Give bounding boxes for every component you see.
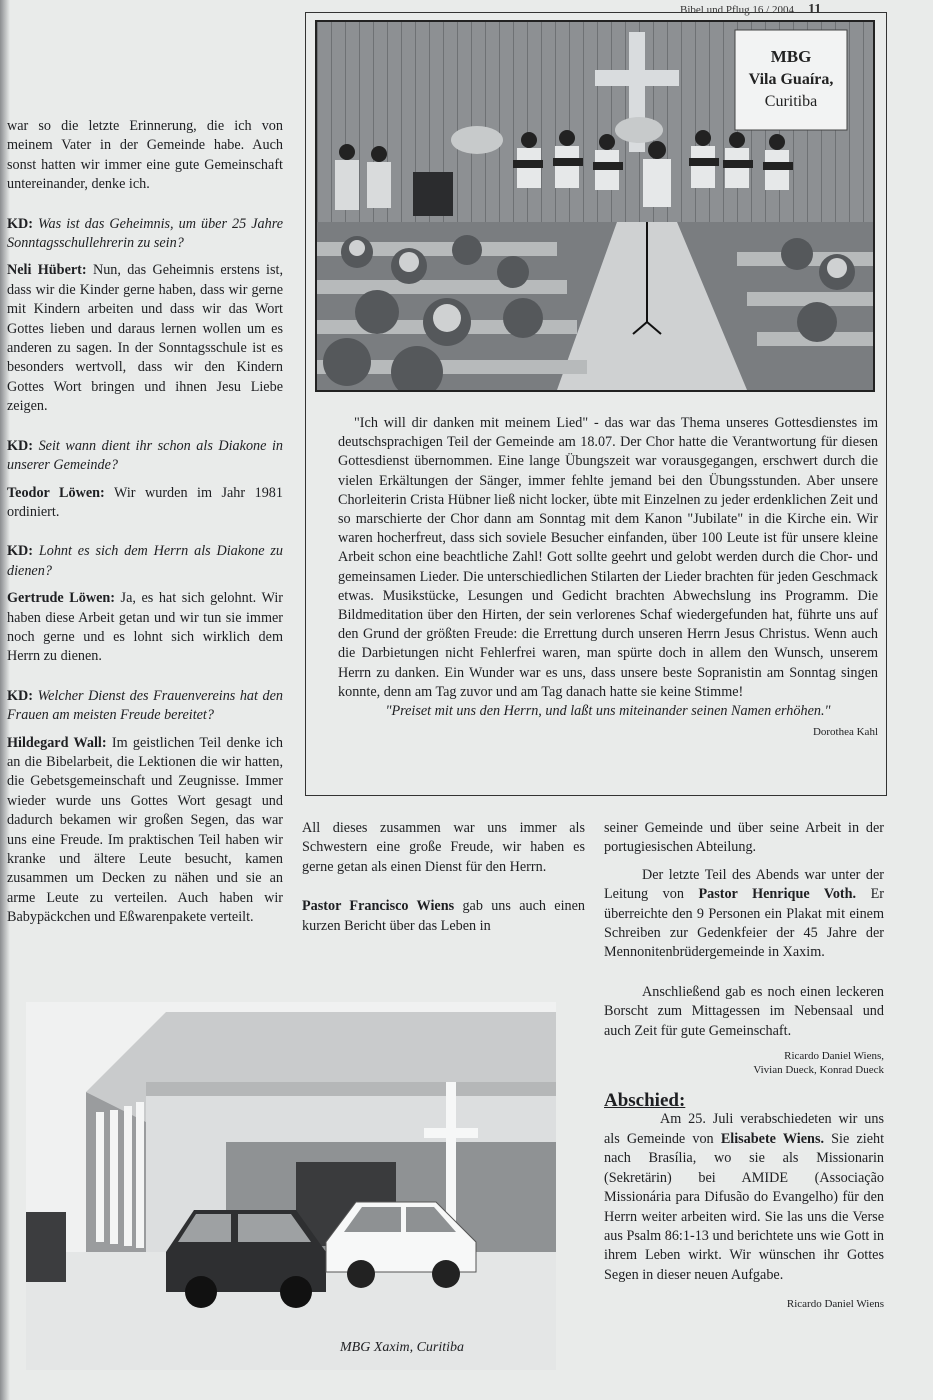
- choir-photo: [315, 20, 875, 392]
- question-4: KD: Welcher Dienst des Frauenvereins hat den Frauen am meisten Freude bereitet?: [7, 687, 283, 724]
- sign-line-2: Vila Guaíra,: [748, 71, 834, 88]
- middle-column: [302, 819, 585, 944]
- abschied-paragraph: Am 25. Juli verabschiedeten wir uns als Gemeinde von Elisabete Wiens. Sie zieht nach Brasília, wo sie als Missionarin (Sekretärin) bei AMIDE (Associação Missionária para Difusão do Evangelho) für den Herrn weiter arbeiten wird. Sie las uns die Verse aus Psalm 86:1-13 und berichtete uns wie Gott in ihrem Leben wirkt. Wir wünschen ihr Gottes Segen in dieser neuen Aufgabe.: [604, 1111, 885, 1283]
- choir-photo-illustration: [317, 22, 873, 390]
- page-number: 11: [807, 2, 822, 17]
- abschied-heading: Abschied:: [604, 1090, 686, 1112]
- article-quote: "Preiset mit uns den Herrn, und laßt uns miteinander seinen Namen erhöhen.": [385, 703, 831, 720]
- middle-paragraph-2: Pastor Francisco Wiens gab uns auch einen kurzen Bericht über das Leben in: [302, 898, 585, 934]
- right-paragraph-1: seiner Gemeinde und über seine Arbeit in der portugiesischen Abteilung.: [604, 820, 884, 856]
- abschied-signature: Ricardo Daniel Wiens: [786, 1298, 884, 1311]
- sign-line-3: Curitiba: [764, 93, 818, 110]
- left-column: [7, 117, 283, 936]
- right-paragraph-2: Der letzte Teil des Abends war unter der Leitung von Pastor Henrique Voth. Er überreichte den 9 Personen ein Plakat mit einem Schreiben zur Gedenkfeier der 45 Jahre der Mennonitenbrüdergemeinde in Xaxim.: [604, 866, 884, 961]
- middle-paragraph-1: All dieses zusammen war uns immer als Schwestern eine große Freude, wir haben es gerne getan als einen Dienst für den Herrn.: [302, 820, 585, 875]
- question-2: KD: Seit wann dient ihr schon als Diakone in unserer Gemeinde?: [7, 437, 284, 474]
- article-body: "Ich will dir danken mit meinem Lied" - das war das Thema unseres Gottesdienstes im deutschsprachigen Teil der Gemeinde am 18.07. Der Chor hatte die Verantwortung für diesen Gottesdienst übernommen. Eine lange Übungszeit war vorausgegangen, erschwert durch die vielen Erkältungen der Sänger, immer fehlte jemand bei den Übungsstunden. Aber unsere Chorleiterin Crista Hübner ließ nicht locker, übte mit Einzelnen zu jeder erdenklichen Zeit und so marschierte der Chor dann am Sonntag mit dem Kanon "Jubilate" in die Kirche ein. Wir waren hocherfreut, dass sich soviele Besucher einfanden, über 100 Leute ist für unsere kleine Arbeit schon eine beachtliche Zahl! Gott sollte geehrt und gelobt werden durch die Chor- und gemeinsamen Lieder. Die unterschiedlichen Stilarten der Lieder brachten für jeden Geschmack etwas. Musikstücke, Lesungen und Gedicht brachten Abwechslung ins Programm. Die Bildmeditation über den Hirten, der sein verlorenes Schaf wiedergefunden hat, führte uns auf den Grund der größten Freude: die Errettung durch unseren Herrn Jesus Christus. Wenn auch die Darbietungen nicht Fehlerfrei waren, man spürte doch in allem den Wunsch, unserem Herrn zu danken. Ein Wunder war es uns, dass unsere beste Sopranistin am Sonntag singen konnte, denn am Tag zuvor und am Tag danach hatte sie keine Stimme!: [338, 415, 878, 700]
- church-building-illustration: [26, 1002, 556, 1370]
- article-box-text: [338, 414, 878, 742]
- sign-line-1: MBG: [770, 47, 812, 66]
- intro-paragraph: war so die letzte Erinnerung, die ich von meinem Vater in der Gemeinde habe. Auch sonst hatten wir immer eine gute Gemeinschaft untereinander, denke ich.: [7, 118, 283, 193]
- article-author: Dorothea Kahl: [812, 726, 878, 739]
- church-building-photo: [26, 1002, 556, 1370]
- answer-3: Gertrude Löwen: Ja, es hat sich gelohnt. Wir haben diese Arbeit getan und wir tun sie immer noch gerne und es lohnt sich wirklich dem Herrn zu dienen.: [7, 590, 283, 665]
- answer-1: Neli Hübert: Nun, das Geheimnis erstens ist, dass wir die Kinder gerne haben, dass wir gerne mit Kindern arbeiten und dass wir das Wort Gottes lieben und daraus lernen wollen um es anderen zu sagen. In der Sonntagsschule ist es besonders wertvoll, dass wir den Kindern Gottes Wort bringen und ihnen Jesu Liebe zeigen.: [7, 262, 283, 415]
- journal-title: Bibel und Pflug 16 / 2004: [680, 4, 794, 16]
- right-paragraph-3: Anschließend gab es noch einen leckeren Borscht zum Mittagessen im Nebensaal und auch Zeit für gute Gemeinschaft.: [604, 983, 884, 1039]
- answer-4: Hildegard Wall: Im geistlichen Teil denke ich an die Bibelarbeit, die Lektionen die wir hatten, die Gebetsgemeinschaft und Zeugnisse. Immer wieder wurde uns Gottes Wort gesagt und dadurch bekamen wir großen Segen, das war uns eine Freude. Im praktischen Teil haben wir kranke und ältere Leute besucht, kamen zusammen um Decken zu nähen und sie an arme Leute zu verteilen. Auch haben wir Babypäckchen und Eßwarenpakete verteilt.: [7, 734, 284, 926]
- right-signature: Ricardo Daniel Wiens, Vivian Dueck, Konrad Dueck: [753, 1050, 884, 1077]
- question-3: KD: Lohnt es sich dem Herrn als Diakone zu dienen?: [7, 543, 284, 579]
- answer-2: Teodor Löwen: Wir wurden im Jahr 1981 ordiniert.: [7, 484, 283, 520]
- question-1: KD: Was ist das Geheimnis, um über 25 Jahre Sonntagsschullehrerin zu sein?: [7, 215, 284, 252]
- building-photo-caption: MBG Xaxim, Curitiba: [340, 1340, 465, 1355]
- right-column: [604, 819, 884, 1311]
